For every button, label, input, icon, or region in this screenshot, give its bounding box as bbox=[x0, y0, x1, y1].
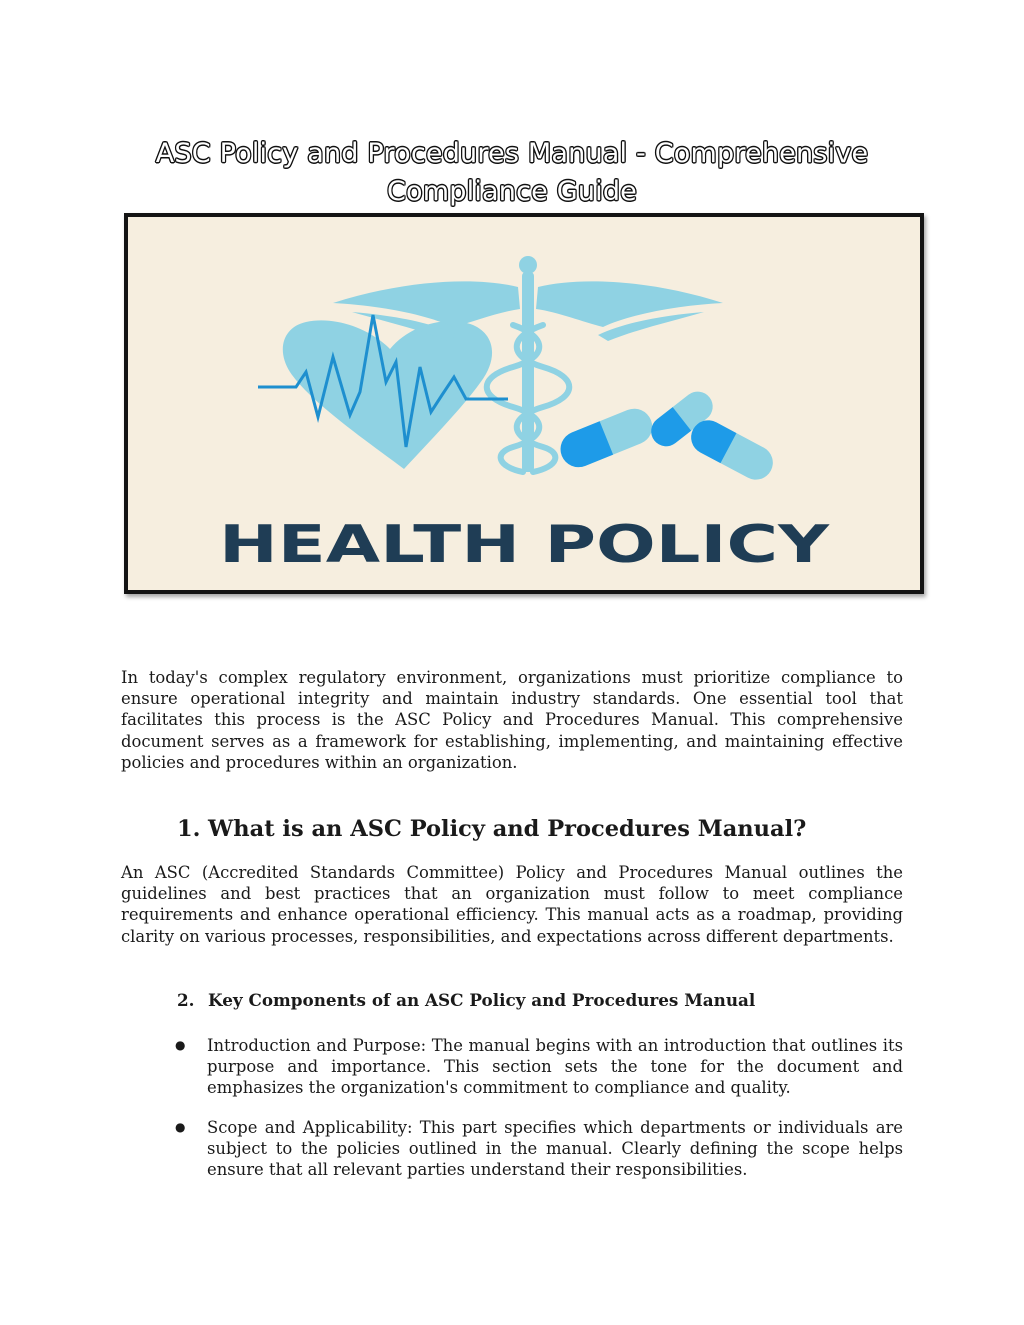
page-title bbox=[0, 135, 1024, 211]
section-1-number: 1. bbox=[177, 816, 201, 842]
section-1-title: What is an ASC Policy and Procedures Manual? bbox=[208, 816, 807, 842]
page-title-line-2: Compliance Guide bbox=[387, 176, 637, 208]
banner-illustration bbox=[128, 217, 920, 590]
section-1-paragraph: An ASC (Accredited Standards Committee) Policy and Procedures Manual outlines the guidelines and best practices that an organization must follow to meet compliance requirements and enhance operational efficiency. This manual acts as a roadmap, providing clarity on various processes, responsibilities, and expectations across different departments. bbox=[121, 863, 903, 946]
intro-paragraph: In today's complex regulatory environment, organizations must prioritize compliance to ensure operational integrity and maintain industry standards. One essential tool that facilitates this process is the ASC Policy and Procedures Manual. This comprehensive document serves as a framework for establishing, implementing, and maintaining effective policies and procedures within an organization. bbox=[121, 668, 903, 772]
bullet-icon: ● bbox=[175, 1038, 186, 1052]
section-2-title: Key Components of an ASC Policy and Procedures Manual bbox=[208, 990, 756, 1010]
page-title-line-1: ASC Policy and Procedures Manual - Comprehensive bbox=[155, 138, 869, 170]
section-1-heading bbox=[177, 812, 806, 846]
section-2-number: 2. bbox=[177, 990, 195, 1010]
list-item bbox=[175, 1117, 903, 1181]
list-item bbox=[175, 1035, 903, 1099]
pill-icon bbox=[555, 386, 779, 486]
bullet-icon: ● bbox=[175, 1120, 186, 1134]
banner-text: HEALTH POLICY bbox=[219, 515, 831, 575]
list-item-text: Scope and Applicability: This part specifies which departments or individuals are subject to the policies outlined in the manual. Clearly defining the scope helps ensure that all relevant parties understand their responsibilities. bbox=[207, 1118, 903, 1180]
heart-icon bbox=[283, 320, 492, 469]
list-item-text: Introduction and Purpose: The manual begins with an introduction that outlines its purpose and importance. This section sets the tone for the document and emphasizes the organization's commitment to compliance and quality. bbox=[207, 1036, 903, 1098]
section-2-heading bbox=[177, 988, 755, 1012]
health-policy-banner bbox=[124, 213, 924, 594]
